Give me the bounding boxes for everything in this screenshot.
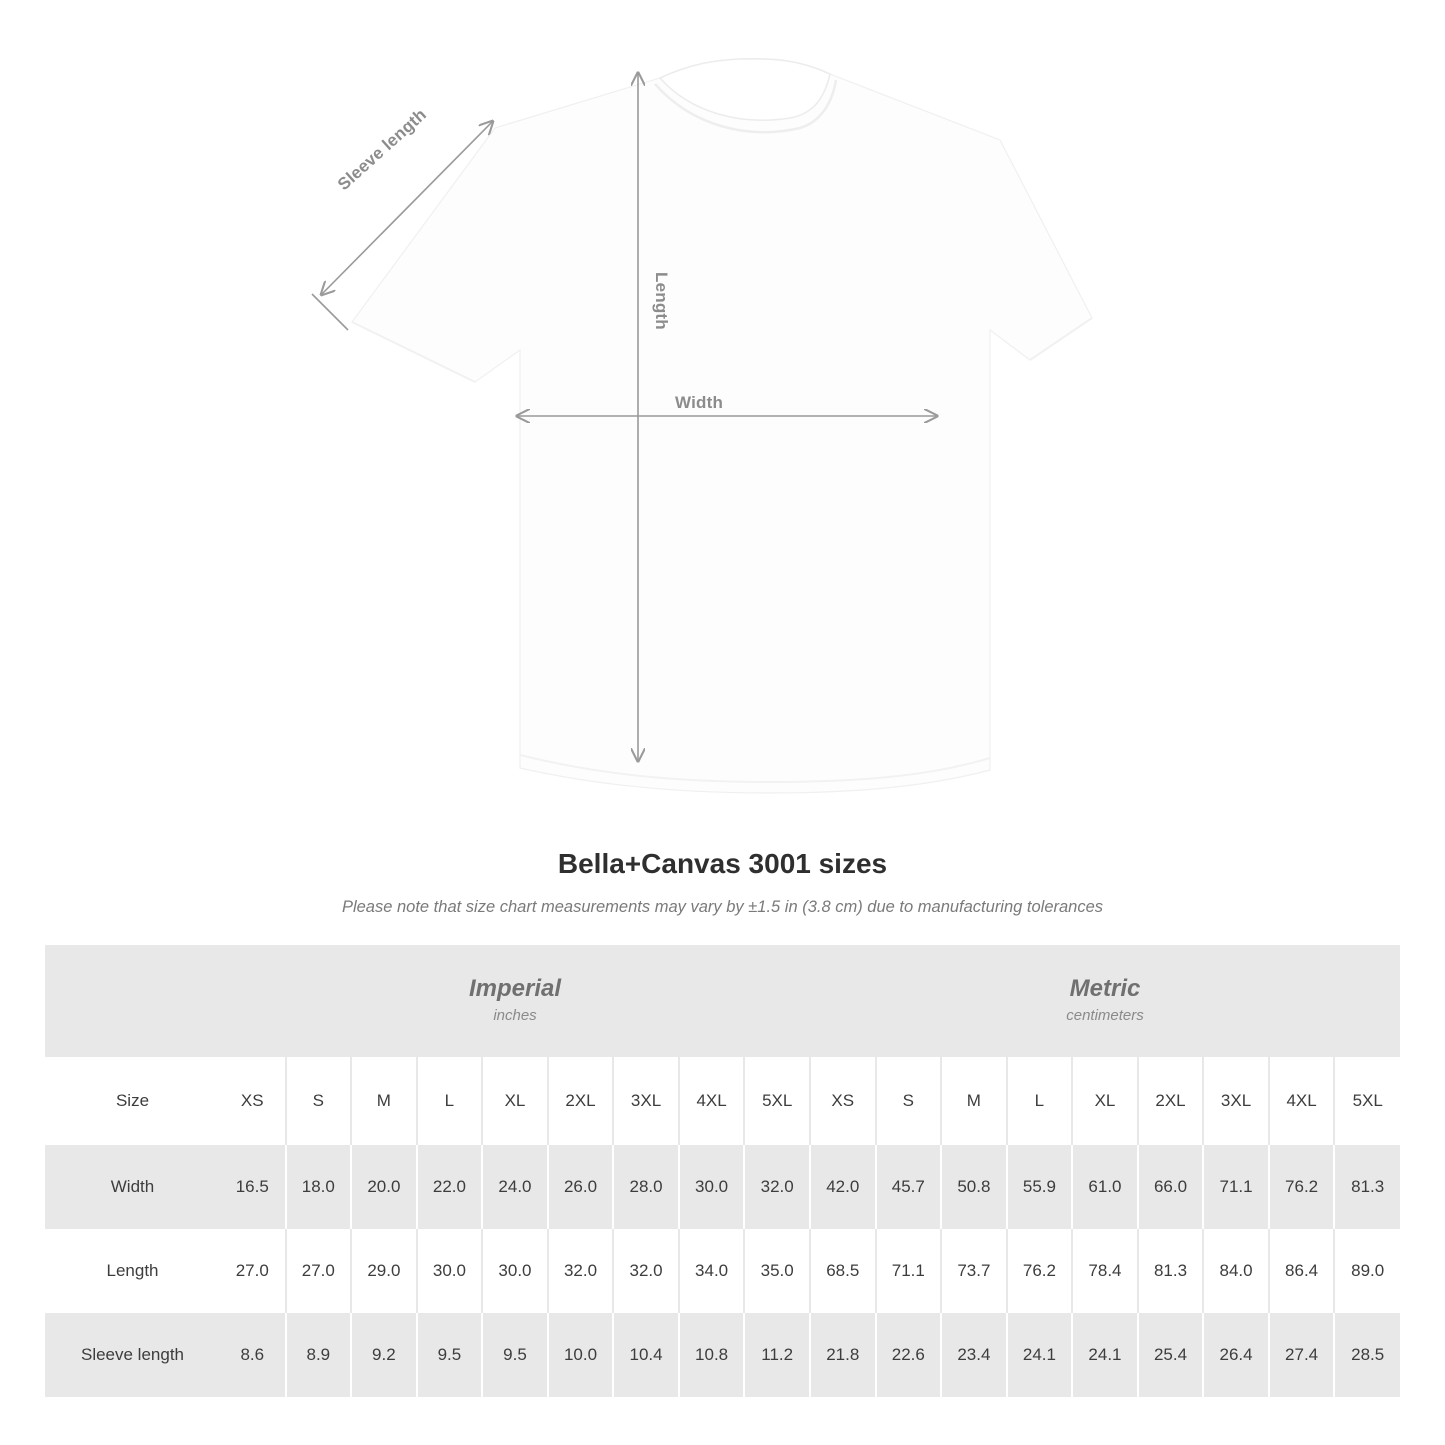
- cell-value: 8.6: [220, 1313, 286, 1397]
- unit-row-spacer: [45, 945, 220, 1057]
- length-label: Length: [652, 272, 671, 330]
- column-header-m-cm: M: [941, 1057, 1007, 1145]
- cell-value: 50.8: [941, 1145, 1007, 1229]
- cell-value: 28.5: [1334, 1313, 1400, 1397]
- unit-name: inches: [493, 1007, 537, 1024]
- cell-value: 25.4: [1138, 1313, 1204, 1397]
- column-header-l-cm: L: [1007, 1057, 1073, 1145]
- cell-value: 81.3: [1334, 1145, 1400, 1229]
- cell-value: 30.0: [482, 1229, 548, 1313]
- row-label-width: Width: [45, 1145, 220, 1229]
- cell-value: 24.0: [482, 1145, 548, 1229]
- sleeve-length-label: Sleeve length: [334, 104, 431, 195]
- size-header-cell: Size: [45, 1057, 220, 1145]
- cell-value: 89.0: [1334, 1229, 1400, 1313]
- cell-value: 29.0: [351, 1229, 417, 1313]
- row-label-length: Length: [45, 1229, 220, 1313]
- cell-value: 8.9: [286, 1313, 352, 1397]
- cell-value: 16.5: [220, 1145, 286, 1229]
- column-header-3xl-in: 3XL: [613, 1057, 679, 1145]
- unit-group-metric: [810, 945, 1400, 1057]
- unit-system-name: Imperial: [468, 975, 562, 1002]
- column-header-2xl-cm: 2XL: [1138, 1057, 1204, 1145]
- column-header-xl-cm: XL: [1072, 1057, 1138, 1145]
- cell-value: 32.0: [744, 1145, 810, 1229]
- cell-value: 10.0: [548, 1313, 614, 1397]
- cell-value: 22.0: [417, 1145, 483, 1229]
- unit-system-name: Metric: [1069, 975, 1141, 1002]
- column-header-4xl-cm: 4XL: [1269, 1057, 1335, 1145]
- cell-value: 23.4: [941, 1313, 1007, 1397]
- chart-heading: [0, 848, 1445, 917]
- cell-value: 9.2: [351, 1313, 417, 1397]
- column-header-5xl-in: 5XL: [744, 1057, 810, 1145]
- cell-value: 68.5: [810, 1229, 876, 1313]
- column-header-s-cm: S: [876, 1057, 942, 1145]
- cell-value: 10.4: [613, 1313, 679, 1397]
- column-header-2xl-in: 2XL: [548, 1057, 614, 1145]
- tolerance-note: Please note that size chart measurements may vary by ±1.5 in (3.8 cm) due to manufacturing tolerances: [341, 898, 1104, 916]
- cell-value: 9.5: [482, 1313, 548, 1397]
- cell-value: 32.0: [613, 1229, 679, 1313]
- cell-value: 30.0: [417, 1229, 483, 1313]
- column-header-l-in: L: [417, 1057, 483, 1145]
- column-header-4xl-in: 4XL: [679, 1057, 745, 1145]
- cell-value: 61.0: [1072, 1145, 1138, 1229]
- column-header-5xl-cm: 5XL: [1334, 1057, 1400, 1145]
- unit-group-imperial: [220, 945, 810, 1057]
- cell-value: 86.4: [1269, 1229, 1335, 1313]
- cell-value: 28.0: [613, 1145, 679, 1229]
- cell-value: 30.0: [679, 1145, 745, 1229]
- cell-value: 66.0: [1138, 1145, 1204, 1229]
- cell-value: 71.1: [876, 1229, 942, 1313]
- column-header-xs-in: XS: [220, 1057, 286, 1145]
- cell-value: 45.7: [876, 1145, 942, 1229]
- cell-value: 11.2: [744, 1313, 810, 1397]
- row-label-sleeve-length: Sleeve length: [45, 1313, 220, 1397]
- cell-value: 10.8: [679, 1313, 745, 1397]
- table-row: [45, 1229, 1400, 1313]
- cell-value: 26.0: [548, 1145, 614, 1229]
- cell-value: 18.0: [286, 1145, 352, 1229]
- table-row: [45, 1313, 1400, 1397]
- cell-value: 27.4: [1269, 1313, 1335, 1397]
- table-header-row: [45, 1057, 1400, 1145]
- cell-value: 9.5: [417, 1313, 483, 1397]
- cell-value: 32.0: [548, 1229, 614, 1313]
- cell-value: 71.1: [1203, 1145, 1269, 1229]
- unit-name: centimeters: [1066, 1007, 1144, 1024]
- cell-value: 73.7: [941, 1229, 1007, 1313]
- cell-value: 76.2: [1269, 1145, 1335, 1229]
- cell-value: 20.0: [351, 1145, 417, 1229]
- column-header-m-in: M: [351, 1057, 417, 1145]
- table-row: [45, 1145, 1400, 1229]
- column-header-s-in: S: [286, 1057, 352, 1145]
- shirt-body: [352, 59, 1092, 793]
- cell-value: 55.9: [1007, 1145, 1073, 1229]
- cell-value: 22.6: [876, 1313, 942, 1397]
- cell-value: 27.0: [286, 1229, 352, 1313]
- column-header-3xl-cm: 3XL: [1203, 1057, 1269, 1145]
- cell-value: 81.3: [1138, 1229, 1204, 1313]
- column-header-xl-in: XL: [482, 1057, 548, 1145]
- cell-value: 24.1: [1007, 1313, 1073, 1397]
- cell-value: 78.4: [1072, 1229, 1138, 1313]
- cell-value: 35.0: [744, 1229, 810, 1313]
- cell-value: 24.1: [1072, 1313, 1138, 1397]
- cell-value: 27.0: [220, 1229, 286, 1313]
- width-label: Width: [675, 393, 724, 412]
- cell-value: 34.0: [679, 1229, 745, 1313]
- cell-value: 21.8: [810, 1313, 876, 1397]
- unit-system-row: [45, 945, 1400, 1057]
- cell-value: 84.0: [1203, 1229, 1269, 1313]
- sleeve-arrow-foot: [312, 294, 348, 330]
- cell-value: 42.0: [810, 1145, 876, 1229]
- cell-value: 76.2: [1007, 1229, 1073, 1313]
- cell-value: 26.4: [1203, 1313, 1269, 1397]
- page-title: Bella+Canvas 3001 sizes: [557, 848, 888, 879]
- size-chart-table: [45, 945, 1400, 1397]
- size-chart-table-wrap: [45, 945, 1400, 1397]
- column-header-xs-cm: XS: [810, 1057, 876, 1145]
